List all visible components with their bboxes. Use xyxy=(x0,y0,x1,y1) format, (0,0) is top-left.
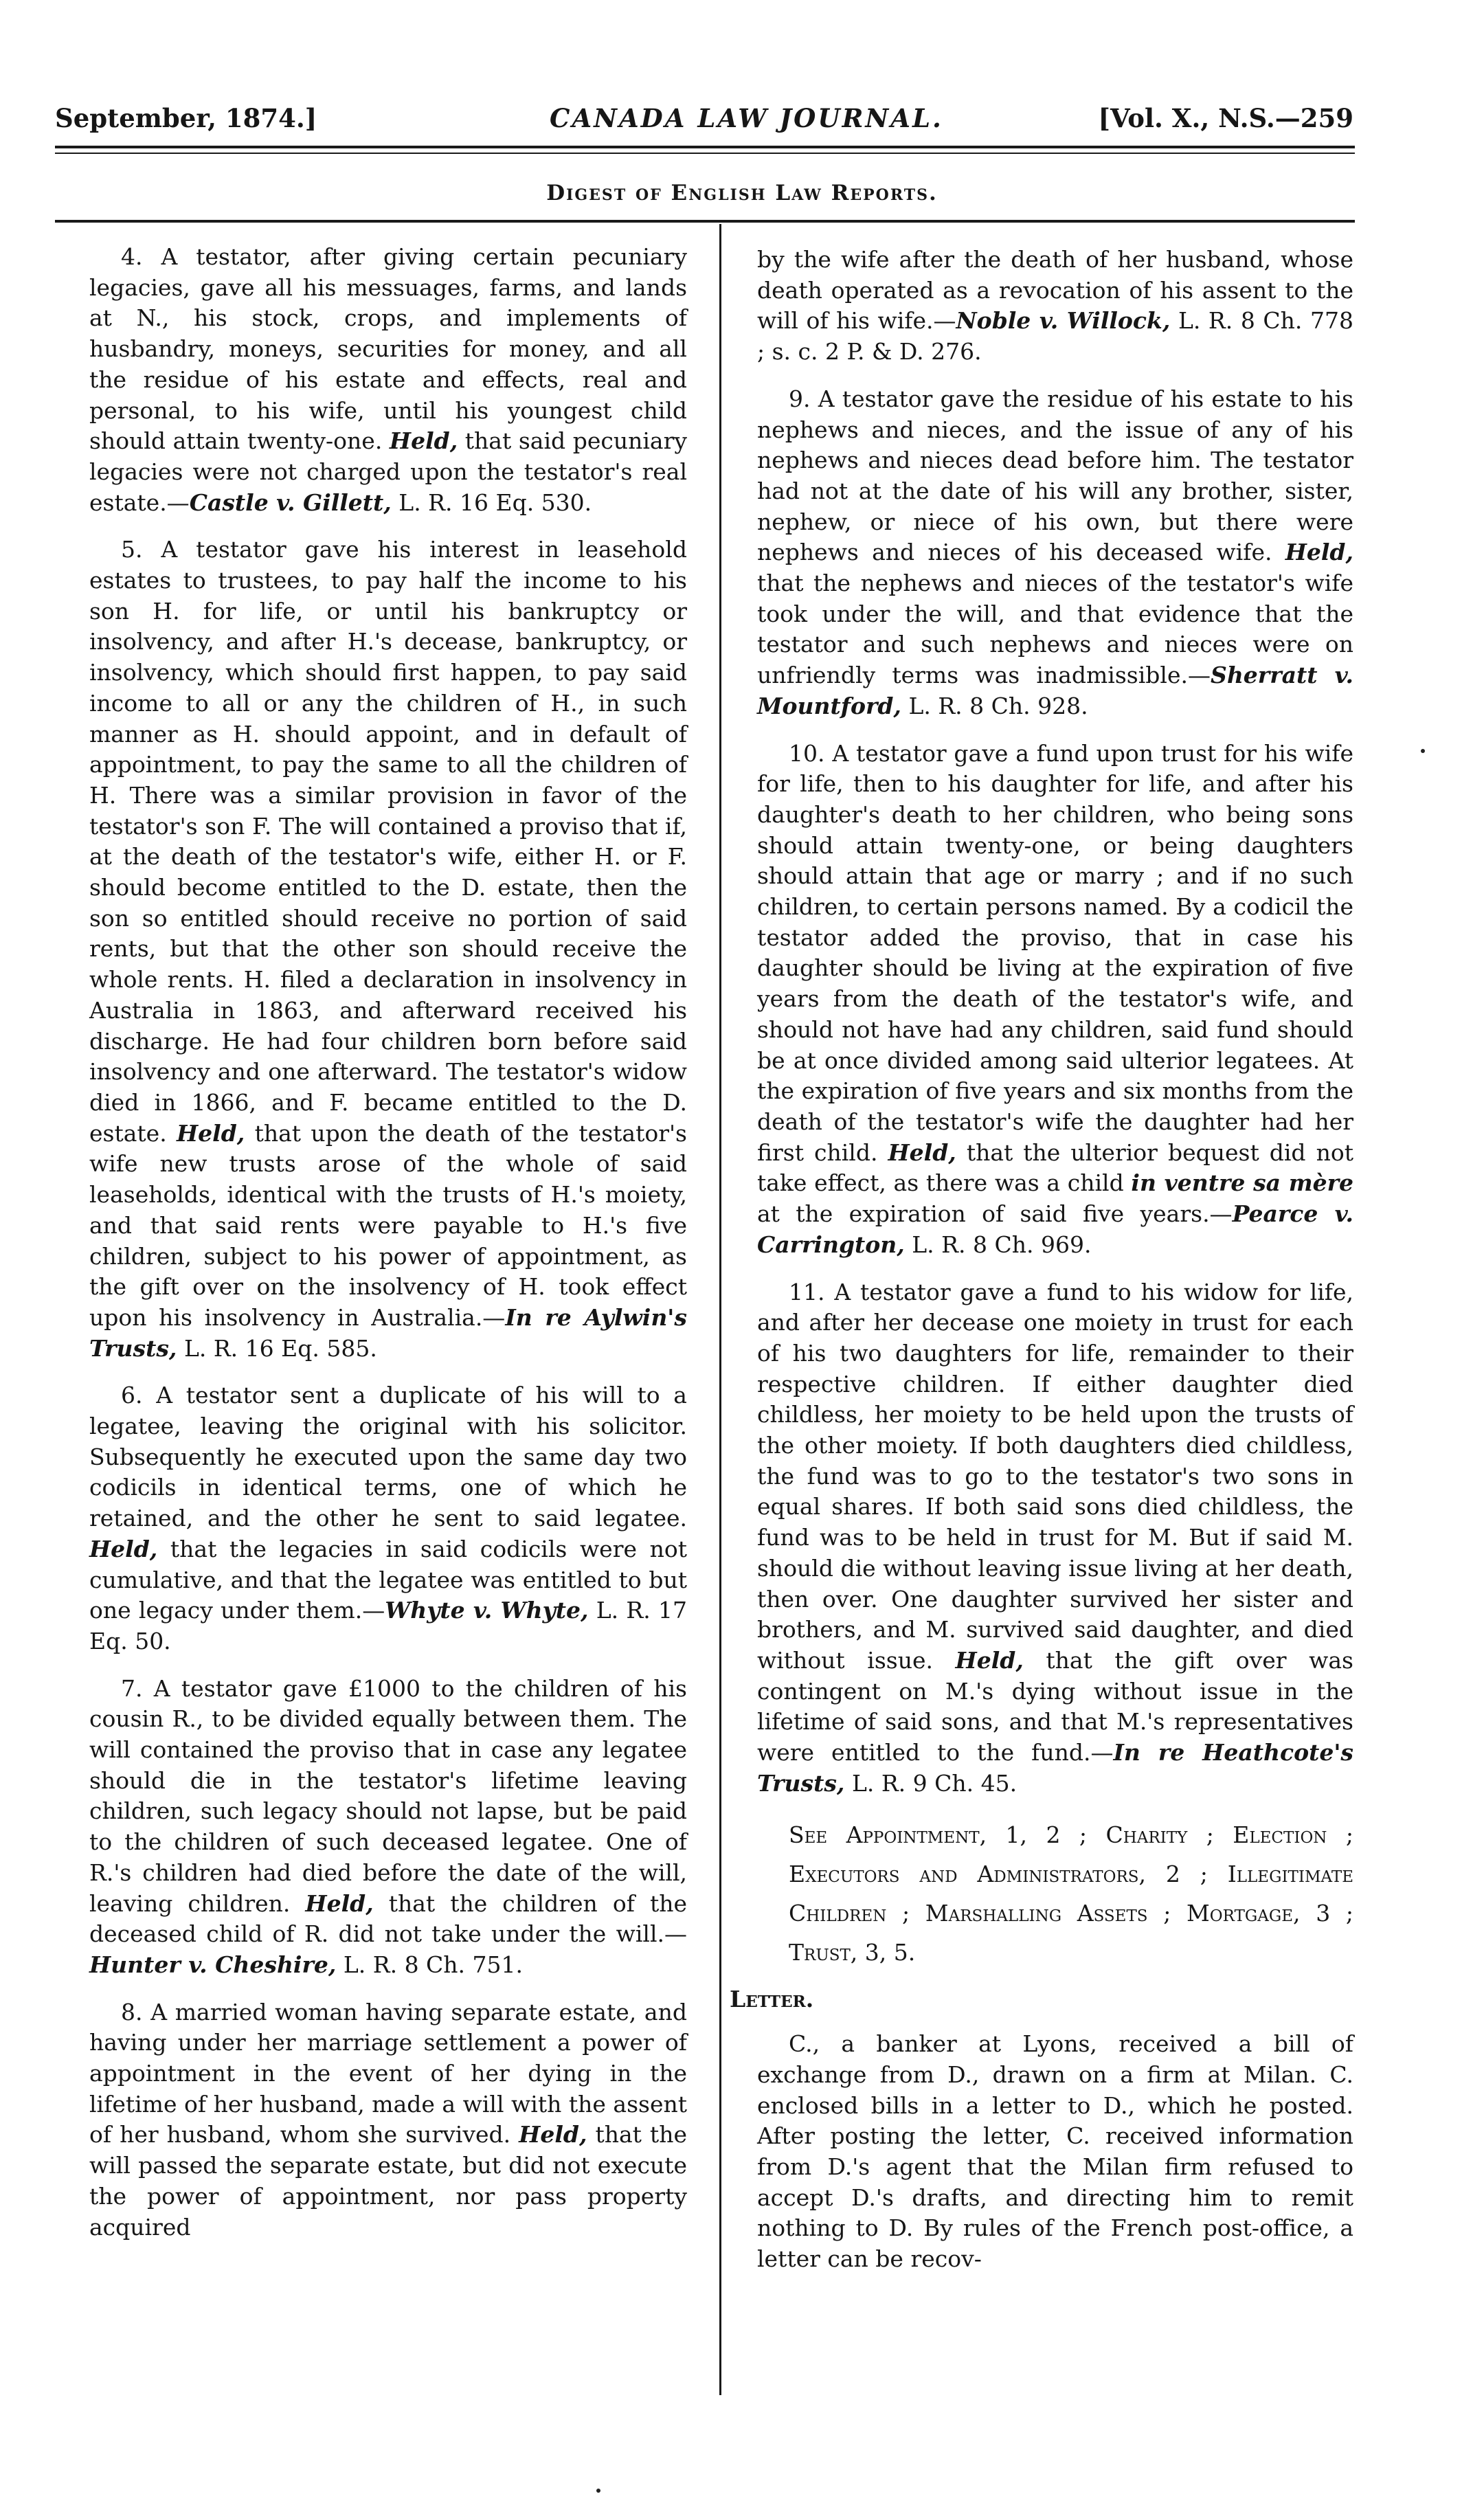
entry-text: A testator gave £1000 to the children of his cousin R., to be divided equally between them. The will contained the proviso that in case any legatee should die in the testator's lifetime leaving children, such legacy should not lapse, but be paid to the children of such deceased legatee. One of R.'s children had died before the date of the will, leaving children. xyxy=(89,1674,687,1917)
held-label: Held, xyxy=(955,1646,1024,1674)
right-column xyxy=(730,245,1354,2291)
volume-page: [Vol. X., N.S.—259 xyxy=(1098,103,1353,133)
held-label: Held, xyxy=(177,1119,245,1147)
entry-number: 6. xyxy=(121,1382,143,1409)
journal-title: CANADA LAW JOURNAL. xyxy=(550,103,943,133)
citation: L. R. 17 Eq. 50. xyxy=(89,1597,687,1654)
entry-text: A married woman having separate estate, and having under her marriage settlement a power of appointment in the event of her dying in the lifetime of her husband, made a will with the assent of her husband, whom she survived. xyxy=(89,1998,687,2148)
entry-holding: that the children of the deceased child of R. did not take under the will.— xyxy=(89,1889,687,1948)
digest-entry xyxy=(89,242,687,518)
citation: L. R. 8 Ch. 751. xyxy=(343,1951,524,1978)
entry-number: 8. xyxy=(121,1998,143,2025)
citation: L. R. 16 Eq. 530. xyxy=(398,489,592,516)
held-label: Held, xyxy=(389,427,458,455)
digest-entry xyxy=(757,739,1353,1261)
case-name: Whyte v. Whyte, xyxy=(385,1597,589,1624)
entry-text: A testator gave a fund to his widow for life, and after her decease one moiety in trust for each of his two daughters for life, remainder to their respective children. If either daughter died childless, her moiety to be held upon the trusts of the other moiety. If both daughters died childless, the fund was to go to the testator's two sons in equal shares. If both said sons died childless, the fund was to be held in trust for M. But if said M. should die without leaving issue living at her death, then over. One daughter survived her sister and brothers, and M. survived said daughter, and died without issue. xyxy=(757,1278,1353,1674)
see-also-references: See Appointment, 1, 2 ; Charity ; Election ; Executors and Administrators, 2 ; Illegitimate Children ; Marshalling Assets ; Mortgage, 3 ; Trust, 3, 5. xyxy=(789,1821,1353,1966)
entry-text: A testator, after giving certain pecuniary legacies, gave all his messuages, farms, and lands at N., his stock, crops, and implements of husbandry, moneys, securities for money, and all the residue of his estate and effects, real and personal, to his wife, until his youngest child should attain twenty-one. xyxy=(89,243,687,455)
letter-heading: Letter. xyxy=(730,1986,814,2013)
entry-text: by the wife after the death of her husband, whose death operated as a revocation of his assent to the will of his wife.— xyxy=(757,246,1353,335)
letter-entry: C., a banker at Lyons, received a bill of exchange from D., drawn on a firm at Milan. C. enclosed bills in a letter to D., which he posted. After posting the letter, C. received information from D.'s agent that the Milan firm refused to accept D.'s drafts, and directing him to remit nothing to D. By rules of the French post-office, a letter can be recov- xyxy=(757,2030,1353,2273)
section-subheading: Digest of English Law Reports. xyxy=(546,181,938,205)
digest-entry-continued xyxy=(757,245,1353,368)
left-column xyxy=(89,242,687,2259)
entry-text: A testator gave a fund upon trust for his wife for life, then to his daughter for life, and after his daughter's death to her children, who being sons should attain twenty-one, or being daughters should attain that age or marry ; and if no such children, to certain persons named. By a codicil the testator added the proviso, that in case his daughter should be living at the expiration of five years from the death of the testator's wife, and should not have had any children, said fund should be at once divided among said ulterior legatees. At the expiration of five years and six months from the death of the testator's wife the daughter had her first child. xyxy=(757,739,1353,1166)
digest-entry xyxy=(89,535,687,1364)
digest-entry xyxy=(757,1277,1353,1799)
entry-number: 7. xyxy=(121,1674,143,1702)
entry-text: A testator gave his interest in leasehold estates to trustees, to pay half the income to his son H. for life, or until his bankruptcy or insolvency, and after H.'s decease, bankruptcy, or insolvency, which should first happen, to pay said income to all or any the children of H., in such manner as H. should appoint, and in default of appointment, to pay the same to all the children of H. There was a similar provision in favor of the testator's son F. The will contained a proviso that if, at the death of the testator's wife, either H. or F. should become entitled to the D. estate, then the son so entitled should receive no portion of said rents, but that the other son should receive the whole rents. H. filed a declaration in insolvency in Australia in 1863, and afterward received his discharge. He had four children born before said insolvency and one afterward. The testator's widow died in 1866, and F. became entitled to the D. estate. xyxy=(89,536,687,1147)
entry-number: 4. xyxy=(121,243,143,270)
entry-holding: that the gift over was contingent on M.'s dying without issue in the lifetime of said sons, and that M.'s representatives were entitled to the fund.— xyxy=(757,1646,1353,1766)
entry-number: 5. xyxy=(121,536,143,563)
running-head xyxy=(55,103,1353,151)
citation: L. R. 8 Ch. 778 ; s. c. 2 P. & D. 276. xyxy=(757,307,1353,366)
latin-phrase: in ventre sa mère xyxy=(1131,1169,1354,1197)
subheading-rule xyxy=(55,220,1355,223)
digest-entry xyxy=(89,1997,687,2243)
entry-holding: that upon the death of the testator's wife new trusts arose of the whole of said leaseholds, identical with the trusts of H.'s moiety, and that said rents were payable to H.'s five children, subject to his power of appointment, as the gift over on the insolvency of H. took effect upon his insolvency in Australia.— xyxy=(89,1119,687,1331)
column-divider xyxy=(719,224,721,2395)
held-label: Held, xyxy=(519,2121,587,2148)
citation: L. R. 8 Ch. 928. xyxy=(908,692,1088,719)
case-name: Pearce v. Carrington, xyxy=(757,1200,1353,1258)
case-name: Castle v. Gillett, xyxy=(189,489,392,516)
held-label: Held, xyxy=(305,1889,374,1917)
citation: L. R. 16 Eq. 585. xyxy=(183,1334,377,1362)
entry-holding: that the legacies in said codicils were not cumulative, and that the legatee was entitled to but one legacy under them.— xyxy=(89,1535,687,1624)
entry-holding-cont: at the expiration of said five years.— xyxy=(757,1200,1233,1228)
held-label: Held, xyxy=(1285,539,1353,566)
case-name: Hunter v. Cheshire, xyxy=(89,1951,337,1978)
case-name: In re Aylwin's Trusts, xyxy=(89,1303,687,1362)
digest-entry xyxy=(757,384,1353,722)
entry-text: A testator gave the residue of his estate to his nephews and nieces, and the issue of any of his nephews and nieces dead before him. The testator had not at the date of his will any brother, sister, nephew, or niece of his own, but there were nephews and nieces of his deceased wife. xyxy=(757,385,1353,566)
digest-entry xyxy=(89,1674,687,1981)
stray-mark xyxy=(596,2489,600,2493)
header-date: September, 1874.] xyxy=(55,103,317,133)
case-name: Sherratt v. Mountford, xyxy=(757,662,1353,719)
entry-holding: that said pecuniary legacies were not charged upon the testator's real estate.— xyxy=(89,427,687,516)
entry-number: 10. xyxy=(789,739,825,767)
entry-text: A testator sent a duplicate of his will to a legatee, leaving the original with his solicitor. Subsequently he executed upon the same day two codicils in identical terms, one of which he retained, and the other he sent to said legatee. xyxy=(89,1382,687,1532)
header-rule-thin xyxy=(55,153,1355,154)
entry-holding: that the ulterior bequest did not take effect, as there was a child xyxy=(757,1138,1353,1197)
entry-holding: that the will passed the separate estate, but did not execute the power of appointment, nor pass property acquired xyxy=(89,2121,687,2241)
case-name: In re Heathcote's Trusts, xyxy=(757,1739,1353,1797)
held-label: Held, xyxy=(89,1535,158,1562)
entry-holding: that the nephews and nieces of the testator's wife took under the will, and that evidence that the testator and such nephews and nieces were on unfriendly terms was inadmissible.— xyxy=(757,570,1353,689)
citation: L. R. 9 Ch. 45. xyxy=(851,1769,1018,1797)
digest-entry xyxy=(89,1380,687,1657)
held-label: Held, xyxy=(888,1138,956,1166)
entry-number: 11. xyxy=(789,1278,825,1305)
header-rule xyxy=(55,146,1355,148)
citation: L. R. 8 Ch. 969. xyxy=(912,1231,1092,1258)
entry-number: 9. xyxy=(789,385,811,412)
case-name: Noble v. Willock, xyxy=(956,307,1171,335)
stray-mark xyxy=(1421,749,1425,753)
